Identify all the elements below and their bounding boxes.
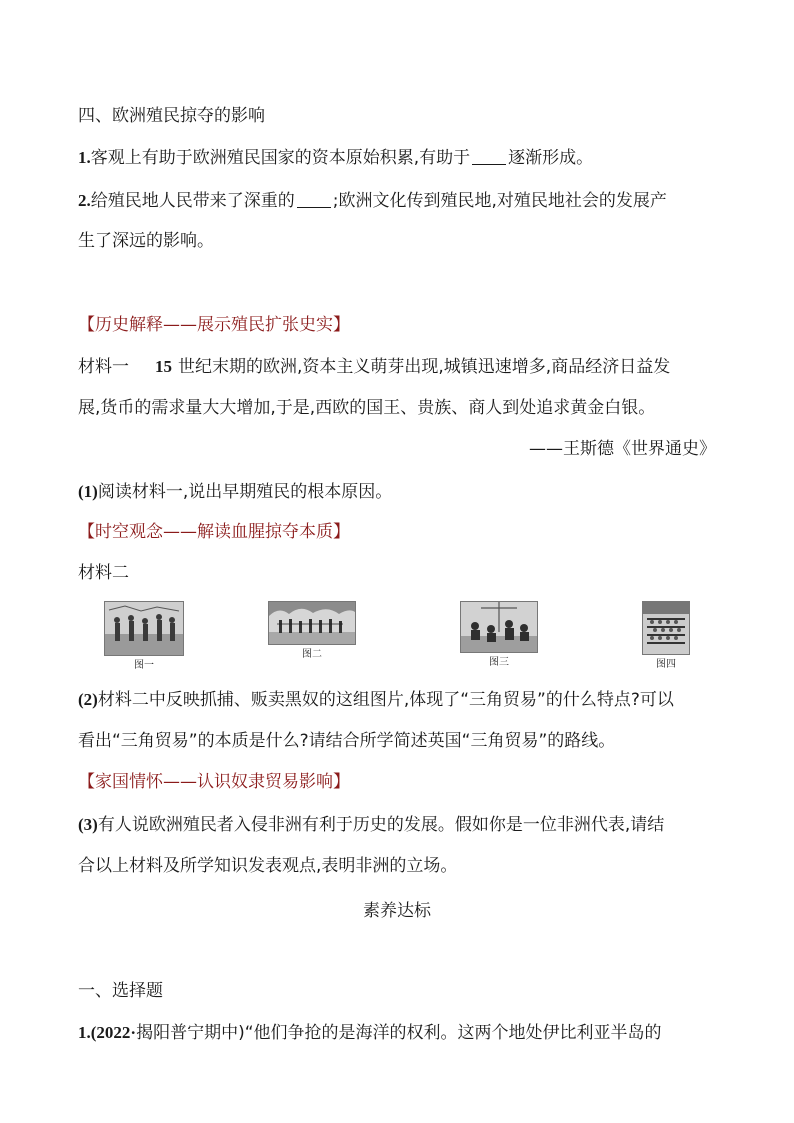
question-number: (3) xyxy=(78,815,98,834)
question-number: (1) xyxy=(78,482,98,501)
fill-blank[interactable] xyxy=(297,190,331,208)
slaves-captured-engraving-icon xyxy=(104,601,184,656)
material-one xyxy=(78,355,728,379)
slave-ship-engraving-icon xyxy=(642,601,690,655)
section-heading: 四、欧洲殖民掠夺的影响 xyxy=(78,106,265,126)
figure-caption: 图一 xyxy=(134,660,154,671)
figure-caption: 图四 xyxy=(656,659,676,670)
slave-caravan-engraving-icon xyxy=(268,601,356,645)
material-text: 世纪末期的欧洲,资本主义萌芽出现,城镇迅速增多,商品经济日益发 xyxy=(178,357,671,377)
question-2-continued: 看出“三角贸易”的本质是什么?请结合所学简述英国“三角贸易”的路线。 xyxy=(78,731,616,751)
question-number: 1.(2022· xyxy=(78,1023,137,1042)
item-text: 客观上有助于欧洲殖民国家的资本原始积累,有助于 xyxy=(90,148,471,168)
question-1 xyxy=(78,480,728,504)
figure-caption: 图二 xyxy=(302,649,322,660)
figure-2 xyxy=(268,601,356,662)
question-text: 阅读材料一,说出早期殖民的根本原因。 xyxy=(97,482,393,502)
choice-question-1 xyxy=(78,1021,728,1045)
material-source: ——王斯德《世界通史》 xyxy=(529,439,716,459)
question-3-continued: 合以上材料及所学知识发表观点,表明非洲的立场。 xyxy=(78,856,458,876)
material-one-continued: 展,货币的需求量大大增加,于是,西欧的国王、贵族、商人到处追求黄金白银。 xyxy=(78,398,656,418)
item-number: 1. xyxy=(78,148,91,167)
section-tag-patriotism: 【家国情怀——认识奴隶贸易影响】 xyxy=(78,772,350,792)
question-text: 材料二中反映抓捕、贩卖黑奴的这组图片,体现了“三角贸易”的什么特点?可以 xyxy=(97,690,674,710)
question-2 xyxy=(78,688,728,712)
material-century: 15 xyxy=(155,357,172,376)
material-label: 材料一 xyxy=(78,357,129,377)
item-text: 给殖民地人民带来了深重的 xyxy=(90,191,295,211)
question-text: 有人说欧洲殖民者入侵非洲有利于历史的发展。假如你是一位非洲代表,请结 xyxy=(97,815,665,835)
choice-section-heading: 一、选择题 xyxy=(78,981,163,1001)
assessment-title: 素养达标 xyxy=(363,901,431,921)
figure-row xyxy=(0,601,794,681)
item-1 xyxy=(78,146,728,170)
item-text: 逐渐形成。 xyxy=(508,148,594,168)
material-two-label: 材料二 xyxy=(78,563,129,583)
question-number: (2) xyxy=(78,690,98,709)
slave-market-engraving-icon xyxy=(460,601,538,653)
figure-4 xyxy=(642,601,690,672)
question-text: 揭阳普宁期中)“他们争抢的是海洋的权利。这两个地处伊比利亚半岛的 xyxy=(136,1023,662,1043)
fill-blank[interactable] xyxy=(472,147,506,165)
item-text: ;欧洲文化传到殖民地,对殖民地社会的发展产 xyxy=(332,191,667,211)
item-number: 2. xyxy=(78,191,91,210)
section-tag-history: 【历史解释——展示殖民扩张史实】 xyxy=(78,315,350,335)
section-tag-spacetime: 【时空观念——解读血腥掠夺本质】 xyxy=(78,522,350,542)
figure-1 xyxy=(104,601,184,673)
item-2-continued: 生了深远的影响。 xyxy=(78,231,214,251)
question-3 xyxy=(78,813,728,837)
figure-3 xyxy=(460,601,538,670)
figure-caption: 图三 xyxy=(489,657,509,668)
item-2 xyxy=(78,189,728,213)
